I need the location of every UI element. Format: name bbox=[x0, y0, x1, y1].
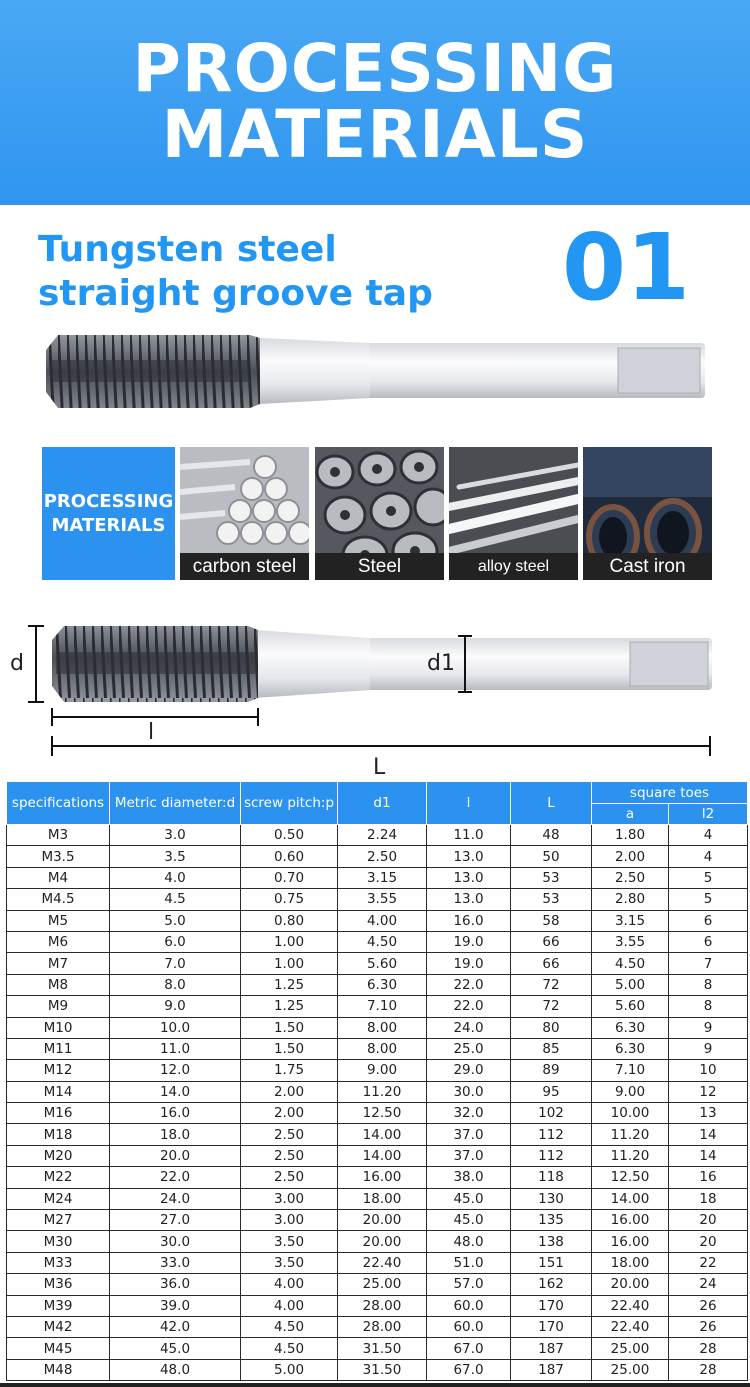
table-row bbox=[7, 1316, 748, 1337]
table-cell: 36.0 bbox=[110, 1274, 241, 1295]
table-cell: 135 bbox=[511, 1210, 592, 1231]
table-cell: 80 bbox=[511, 1017, 592, 1038]
table-cell: 32.0 bbox=[427, 1103, 511, 1124]
table-cell: 11.20 bbox=[592, 1124, 669, 1145]
table-cell: 22.40 bbox=[592, 1295, 669, 1316]
table-cell: 5.00 bbox=[241, 1359, 338, 1380]
table-cell: 112 bbox=[511, 1124, 592, 1145]
table-cell: 31.50 bbox=[338, 1338, 427, 1359]
table-cell: 26 bbox=[669, 1316, 748, 1337]
specifications-table-body bbox=[7, 825, 748, 1381]
table-cell: 18.00 bbox=[338, 1188, 427, 1209]
materials-label-line1: PROCESSING bbox=[43, 490, 174, 512]
header-metric-diameter: Metric diameter:d bbox=[110, 782, 241, 825]
table-cell: 2.50 bbox=[592, 867, 669, 888]
table-cell: 67.0 bbox=[427, 1359, 511, 1380]
table-cell: M48 bbox=[7, 1359, 110, 1380]
table-cell: 22.0 bbox=[427, 996, 511, 1017]
table-cell: 4.50 bbox=[241, 1316, 338, 1337]
table-cell: 1.00 bbox=[241, 953, 338, 974]
table-cell: M39 bbox=[7, 1295, 110, 1316]
table-cell: 13.0 bbox=[427, 846, 511, 867]
table-cell: 0.70 bbox=[241, 867, 338, 888]
table-cell: 0.50 bbox=[241, 825, 338, 846]
table-cell: 48.0 bbox=[110, 1359, 241, 1380]
table-cell: M18 bbox=[7, 1124, 110, 1145]
table-cell: 19.0 bbox=[427, 953, 511, 974]
table-row bbox=[7, 974, 748, 995]
table-cell: 50 bbox=[511, 846, 592, 867]
table-cell: 30.0 bbox=[427, 1081, 511, 1102]
table-cell: M8 bbox=[7, 974, 110, 995]
table-cell: 1.80 bbox=[592, 825, 669, 846]
table-cell: 4.00 bbox=[241, 1274, 338, 1295]
table-cell: 6.30 bbox=[338, 974, 427, 995]
table-cell: M33 bbox=[7, 1252, 110, 1273]
table-cell: 187 bbox=[511, 1359, 592, 1380]
table-cell: 29.0 bbox=[427, 1060, 511, 1081]
table-cell: 5.60 bbox=[592, 996, 669, 1017]
table-cell: 30.0 bbox=[110, 1231, 241, 1252]
table-row bbox=[7, 1210, 748, 1231]
specifications-table bbox=[6, 781, 748, 1381]
table-cell: 10.00 bbox=[592, 1103, 669, 1124]
table-cell: 53 bbox=[511, 867, 592, 888]
product-title bbox=[38, 228, 433, 316]
table-cell: 8 bbox=[669, 974, 748, 995]
table-cell: 25.00 bbox=[338, 1274, 427, 1295]
table-cell: 22 bbox=[669, 1252, 748, 1273]
table-cell: 22.0 bbox=[110, 1167, 241, 1188]
table-cell: 4.00 bbox=[241, 1295, 338, 1316]
table-row bbox=[7, 953, 748, 974]
table-row bbox=[7, 1252, 748, 1273]
header-d1: d1 bbox=[338, 782, 427, 825]
table-cell: 4 bbox=[669, 846, 748, 867]
table-cell: 0.75 bbox=[241, 889, 338, 910]
table-row bbox=[7, 1295, 748, 1316]
dimension-label-d1: d1 bbox=[427, 651, 455, 676]
table-cell: M9 bbox=[7, 996, 110, 1017]
table-cell: 5 bbox=[669, 867, 748, 888]
table-cell: 11.0 bbox=[110, 1038, 241, 1059]
table-cell: 16.0 bbox=[110, 1103, 241, 1124]
table-cell: 170 bbox=[511, 1316, 592, 1337]
table-cell: 11.20 bbox=[338, 1081, 427, 1102]
table-cell: 8 bbox=[669, 996, 748, 1017]
table-cell: 16 bbox=[669, 1167, 748, 1188]
table-cell: 6.30 bbox=[592, 1038, 669, 1059]
banner-title-line1: PROCESSING bbox=[132, 30, 618, 107]
table-cell: 58 bbox=[511, 910, 592, 931]
table-cell: 27.0 bbox=[110, 1210, 241, 1231]
table-cell: 5.00 bbox=[592, 974, 669, 995]
table-cell: 14.00 bbox=[592, 1188, 669, 1209]
table-cell: 20.00 bbox=[338, 1231, 427, 1252]
table-cell: 16.0 bbox=[427, 910, 511, 931]
tap-dimension-diagram bbox=[20, 618, 720, 778]
table-cell: M24 bbox=[7, 1188, 110, 1209]
table-cell: 7.10 bbox=[338, 996, 427, 1017]
table-cell: M20 bbox=[7, 1145, 110, 1166]
table-cell: 13 bbox=[669, 1103, 748, 1124]
table-cell: 11.20 bbox=[592, 1145, 669, 1166]
table-cell: 6 bbox=[669, 931, 748, 952]
table-cell: M27 bbox=[7, 1210, 110, 1231]
bottom-divider bbox=[0, 1383, 750, 1387]
table-row bbox=[7, 1081, 748, 1102]
table-cell: 1.25 bbox=[241, 996, 338, 1017]
table-cell: 9 bbox=[669, 1017, 748, 1038]
table-cell: 28.00 bbox=[338, 1316, 427, 1337]
material-tile-steel bbox=[315, 447, 444, 580]
table-cell: 118 bbox=[511, 1167, 592, 1188]
table-cell: 3.5 bbox=[110, 846, 241, 867]
table-row bbox=[7, 1145, 748, 1166]
table-cell: 45.0 bbox=[110, 1338, 241, 1359]
table-row bbox=[7, 1103, 748, 1124]
table-cell: 10 bbox=[669, 1060, 748, 1081]
table-cell: 20.00 bbox=[338, 1210, 427, 1231]
table-cell: 22.0 bbox=[427, 974, 511, 995]
table-cell: 0.80 bbox=[241, 910, 338, 931]
table-cell: 18 bbox=[669, 1188, 748, 1209]
table-cell: M42 bbox=[7, 1316, 110, 1337]
table-cell: 2.00 bbox=[241, 1081, 338, 1102]
table-cell: 60.0 bbox=[427, 1316, 511, 1337]
table-cell: 9.0 bbox=[110, 996, 241, 1017]
table-cell: M10 bbox=[7, 1017, 110, 1038]
table-cell: 33.0 bbox=[110, 1252, 241, 1273]
table-row bbox=[7, 1038, 748, 1059]
table-cell: 19.0 bbox=[427, 931, 511, 952]
table-cell: 7.0 bbox=[110, 953, 241, 974]
header-specifications: specifications bbox=[7, 782, 110, 825]
table-cell: 2.50 bbox=[241, 1124, 338, 1145]
material-tile-carbon-steel bbox=[180, 447, 309, 580]
table-cell: 24 bbox=[669, 1274, 748, 1295]
table-cell: 12.0 bbox=[110, 1060, 241, 1081]
table-cell: 66 bbox=[511, 953, 592, 974]
table-cell: 20 bbox=[669, 1231, 748, 1252]
table-cell: M30 bbox=[7, 1231, 110, 1252]
table-cell: 6 bbox=[669, 910, 748, 931]
table-cell: 60.0 bbox=[427, 1295, 511, 1316]
table-cell: 13.0 bbox=[427, 889, 511, 910]
table-cell: 2.80 bbox=[592, 889, 669, 910]
table-cell: 24.0 bbox=[110, 1188, 241, 1209]
material-caption-carbon-steel: carbon steel bbox=[180, 553, 309, 580]
table-cell: M3 bbox=[7, 825, 110, 846]
table-cell: 22.40 bbox=[338, 1252, 427, 1273]
table-cell: 162 bbox=[511, 1274, 592, 1295]
table-cell: 4.0 bbox=[110, 867, 241, 888]
table-cell: 130 bbox=[511, 1188, 592, 1209]
table-cell: M5 bbox=[7, 910, 110, 931]
table-cell: 1.75 bbox=[241, 1060, 338, 1081]
table-cell: 5 bbox=[669, 889, 748, 910]
table-cell: 9 bbox=[669, 1038, 748, 1059]
table-cell: 72 bbox=[511, 996, 592, 1017]
table-cell: 3.15 bbox=[592, 910, 669, 931]
table-cell: 20.00 bbox=[592, 1274, 669, 1295]
table-cell: 6.30 bbox=[592, 1017, 669, 1038]
table-cell: 42.0 bbox=[110, 1316, 241, 1337]
header-banner bbox=[0, 0, 750, 205]
header-square-toes: square toes bbox=[592, 782, 748, 804]
table-cell: 2.50 bbox=[241, 1145, 338, 1166]
header-screw-pitch: screw pitch:p bbox=[241, 782, 338, 825]
table-row bbox=[7, 1188, 748, 1209]
table-cell: M12 bbox=[7, 1060, 110, 1081]
table-cell: 187 bbox=[511, 1338, 592, 1359]
table-cell: 1.50 bbox=[241, 1038, 338, 1059]
table-cell: 14.00 bbox=[338, 1145, 427, 1166]
table-cell: M36 bbox=[7, 1274, 110, 1295]
table-row bbox=[7, 996, 748, 1017]
table-cell: 138 bbox=[511, 1231, 592, 1252]
table-cell: 2.50 bbox=[338, 846, 427, 867]
table-cell: 95 bbox=[511, 1081, 592, 1102]
table-cell: 112 bbox=[511, 1145, 592, 1166]
material-caption-alloy-steel: alloy steel bbox=[449, 553, 578, 580]
table-row bbox=[7, 1274, 748, 1295]
table-cell: M3.5 bbox=[7, 846, 110, 867]
table-cell: 3.50 bbox=[241, 1231, 338, 1252]
table-cell: 14 bbox=[669, 1145, 748, 1166]
table-cell: 85 bbox=[511, 1038, 592, 1059]
table-cell: 67.0 bbox=[427, 1338, 511, 1359]
table-cell: 2.00 bbox=[241, 1103, 338, 1124]
table-cell: 14.0 bbox=[110, 1081, 241, 1102]
table-cell: 3.55 bbox=[592, 931, 669, 952]
material-caption-steel: Steel bbox=[315, 553, 444, 580]
table-cell: 45.0 bbox=[427, 1210, 511, 1231]
table-cell: 5.60 bbox=[338, 953, 427, 974]
table-row bbox=[7, 1231, 748, 1252]
material-tile-cast-iron bbox=[583, 447, 712, 580]
table-cell: M7 bbox=[7, 953, 110, 974]
table-cell: 3.55 bbox=[338, 889, 427, 910]
table-cell: 14.00 bbox=[338, 1124, 427, 1145]
table-cell: 12.50 bbox=[338, 1103, 427, 1124]
table-cell: 10.0 bbox=[110, 1017, 241, 1038]
table-cell: 14 bbox=[669, 1124, 748, 1145]
dimension-label-l: l bbox=[148, 720, 155, 745]
table-cell: 4.5 bbox=[110, 889, 241, 910]
material-tile-alloy-steel bbox=[449, 447, 578, 580]
table-cell: 12 bbox=[669, 1081, 748, 1102]
table-cell: 16.00 bbox=[338, 1167, 427, 1188]
table-cell: 48.0 bbox=[427, 1231, 511, 1252]
table-cell: 72 bbox=[511, 974, 592, 995]
table-cell: M16 bbox=[7, 1103, 110, 1124]
table-cell: 2.50 bbox=[241, 1167, 338, 1188]
table-cell: 89 bbox=[511, 1060, 592, 1081]
table-cell: 28.00 bbox=[338, 1295, 427, 1316]
table-cell: 4 bbox=[669, 825, 748, 846]
table-row bbox=[7, 1359, 748, 1380]
table-cell: 25.0 bbox=[427, 1038, 511, 1059]
product-title-line2: straight groove tap bbox=[38, 273, 433, 314]
table-cell: 12.50 bbox=[592, 1167, 669, 1188]
table-cell: 57.0 bbox=[427, 1274, 511, 1295]
table-cell: 11.0 bbox=[427, 825, 511, 846]
table-cell: 8.00 bbox=[338, 1017, 427, 1038]
table-cell: M22 bbox=[7, 1167, 110, 1188]
table-cell: 3.15 bbox=[338, 867, 427, 888]
table-cell: 25.00 bbox=[592, 1338, 669, 1359]
table-cell: 51.0 bbox=[427, 1252, 511, 1273]
material-caption-cast-iron: Cast iron bbox=[583, 553, 712, 580]
table-cell: 45.0 bbox=[427, 1188, 511, 1209]
header-l: l bbox=[427, 782, 511, 825]
product-number: 01 bbox=[561, 214, 690, 321]
table-cell: 9.00 bbox=[338, 1060, 427, 1081]
table-cell: 1.00 bbox=[241, 931, 338, 952]
table-cell: 3.00 bbox=[241, 1210, 338, 1231]
materials-label-box bbox=[42, 447, 175, 580]
table-cell: 0.60 bbox=[241, 846, 338, 867]
table-cell: 48 bbox=[511, 825, 592, 846]
table-cell: 4.50 bbox=[338, 931, 427, 952]
header-l2: l2 bbox=[669, 804, 748, 825]
table-cell: M4 bbox=[7, 867, 110, 888]
table-cell: 38.0 bbox=[427, 1167, 511, 1188]
header-a: a bbox=[592, 804, 669, 825]
table-cell: 1.50 bbox=[241, 1017, 338, 1038]
table-cell: 16.00 bbox=[592, 1231, 669, 1252]
table-cell: 25.00 bbox=[592, 1359, 669, 1380]
table-cell: 8.00 bbox=[338, 1038, 427, 1059]
table-cell: 37.0 bbox=[427, 1124, 511, 1145]
table-cell: 31.50 bbox=[338, 1359, 427, 1380]
table-cell: M14 bbox=[7, 1081, 110, 1102]
table-cell: 3.0 bbox=[110, 825, 241, 846]
table-cell: 8.0 bbox=[110, 974, 241, 995]
table-cell: 1.25 bbox=[241, 974, 338, 995]
table-cell: 151 bbox=[511, 1252, 592, 1273]
table-cell: 18.00 bbox=[592, 1252, 669, 1273]
table-row bbox=[7, 825, 748, 846]
table-row bbox=[7, 1338, 748, 1359]
table-cell: M45 bbox=[7, 1338, 110, 1359]
table-row bbox=[7, 1124, 748, 1145]
table-cell: M4.5 bbox=[7, 889, 110, 910]
table-row bbox=[7, 1017, 748, 1038]
table-cell: M6 bbox=[7, 931, 110, 952]
table-cell: 3.50 bbox=[241, 1252, 338, 1273]
table-cell: 20.0 bbox=[110, 1145, 241, 1166]
table-cell: 2.24 bbox=[338, 825, 427, 846]
table-cell: 53 bbox=[511, 889, 592, 910]
product-title-line1: Tungsten steel bbox=[38, 229, 337, 270]
table-cell: 20 bbox=[669, 1210, 748, 1231]
table-cell: 4.50 bbox=[592, 953, 669, 974]
table-cell: 28 bbox=[669, 1359, 748, 1380]
table-row bbox=[7, 910, 748, 931]
table-cell: 37.0 bbox=[427, 1145, 511, 1166]
table-cell: 102 bbox=[511, 1103, 592, 1124]
table-cell: 9.00 bbox=[592, 1081, 669, 1102]
table-cell: 22.40 bbox=[592, 1316, 669, 1337]
table-cell: 66 bbox=[511, 931, 592, 952]
table-cell: 4.00 bbox=[338, 910, 427, 931]
dimension-label-L: L bbox=[373, 755, 386, 780]
table-row bbox=[7, 1167, 748, 1188]
table-cell: 18.0 bbox=[110, 1124, 241, 1145]
table-cell: 24.0 bbox=[427, 1017, 511, 1038]
table-cell: M11 bbox=[7, 1038, 110, 1059]
table-row bbox=[7, 867, 748, 888]
table-cell: 39.0 bbox=[110, 1295, 241, 1316]
table-cell: 3.00 bbox=[241, 1188, 338, 1209]
table-cell: 5.0 bbox=[110, 910, 241, 931]
table-cell: 2.00 bbox=[592, 846, 669, 867]
table-row bbox=[7, 889, 748, 910]
table-cell: 7 bbox=[669, 953, 748, 974]
header-L: L bbox=[511, 782, 592, 825]
table-cell: 4.50 bbox=[241, 1338, 338, 1359]
table-cell: 16.00 bbox=[592, 1210, 669, 1231]
materials-label-line2: MATERIALS bbox=[51, 514, 166, 536]
dimension-label-d: d bbox=[10, 651, 24, 676]
table-cell: 28 bbox=[669, 1338, 748, 1359]
table-cell: 26 bbox=[669, 1295, 748, 1316]
table-cell: 7.10 bbox=[592, 1060, 669, 1081]
table-cell: 170 bbox=[511, 1295, 592, 1316]
table-cell: 13.0 bbox=[427, 867, 511, 888]
table-row bbox=[7, 931, 748, 952]
table-row bbox=[7, 1060, 748, 1081]
banner-title-line2: MATERIALS bbox=[161, 96, 589, 173]
table-cell: 6.0 bbox=[110, 931, 241, 952]
tap-product-image bbox=[40, 330, 712, 415]
table-row bbox=[7, 846, 748, 867]
